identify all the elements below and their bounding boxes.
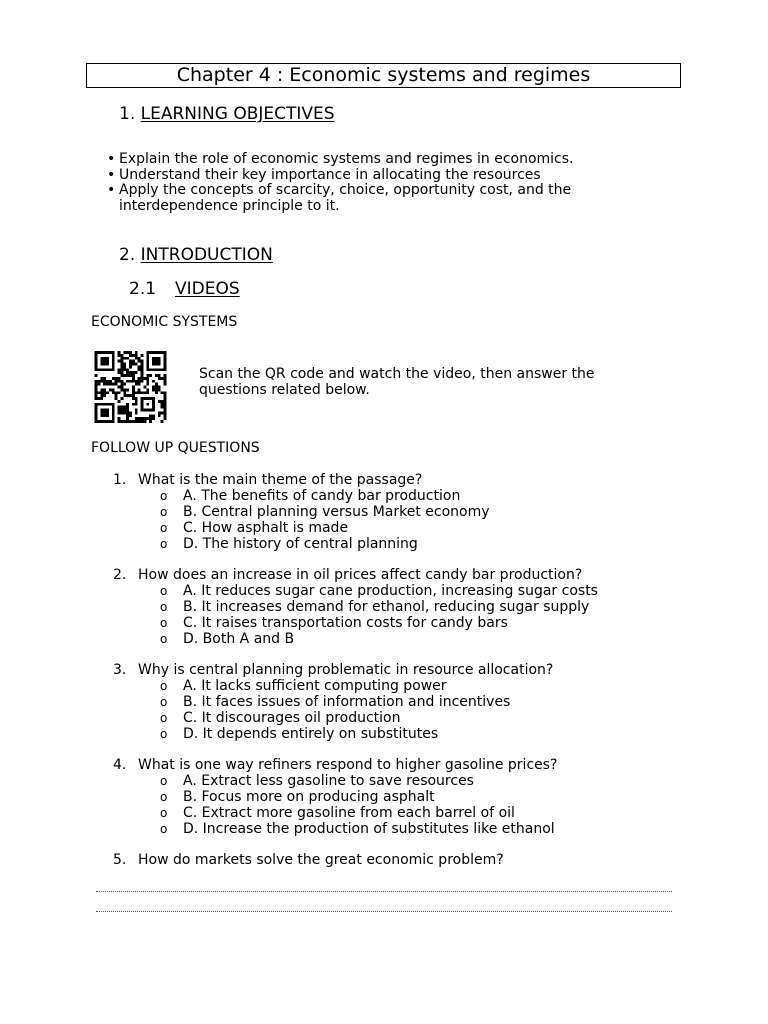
- option-text: B. It increases demand for ethanol, reducing sugar supply: [183, 599, 590, 615]
- qr-code-icon[interactable]: [92, 351, 169, 423]
- objective-text: Explain the role of economic systems and regimes in economics.: [119, 151, 574, 167]
- option-c[interactable]: [113, 710, 673, 726]
- question-number: 2.: [113, 567, 127, 583]
- question-number: 4.: [113, 757, 127, 773]
- option-bullet-icon: o: [160, 600, 168, 614]
- option-bullet-icon: o: [160, 632, 168, 646]
- objective-text: Apply the concepts of scarcity, choice, opportunity cost, and the interdependence principle to it.: [119, 182, 572, 214]
- question-1: [113, 472, 673, 552]
- option-bullet-icon: o: [160, 616, 168, 630]
- answer-line[interactable]: [96, 911, 672, 912]
- option-text: C. It raises transportation costs for candy bars: [183, 615, 508, 631]
- option-text: B. It faces issues of information and incentives: [183, 694, 511, 710]
- option-bullet-icon: o: [160, 521, 168, 535]
- option-text: C. How asphalt is made: [183, 520, 349, 536]
- option-b[interactable]: [113, 789, 673, 805]
- section-label: LEARNING OBJECTIVES: [140, 104, 335, 124]
- bullet-icon: •: [107, 182, 116, 198]
- objective-item: [107, 152, 597, 168]
- option-bullet-icon: o: [160, 774, 168, 788]
- questions-list: [113, 472, 673, 883]
- option-text: C. It discourages oil production: [183, 710, 401, 726]
- option-bullet-icon: o: [160, 790, 168, 804]
- subsection-number: 2.1: [129, 279, 157, 299]
- option-c[interactable]: [113, 615, 673, 631]
- option-text: A. It reduces sugar cane production, increasing sugar costs: [183, 583, 598, 599]
- question-4: [113, 757, 673, 837]
- question-number: 3.: [113, 662, 127, 678]
- bullet-icon: •: [107, 151, 116, 167]
- option-a[interactable]: [113, 773, 673, 789]
- subsection-label: VIDEOS: [175, 279, 240, 299]
- question-3: [113, 662, 673, 742]
- option-b[interactable]: [113, 504, 673, 520]
- subsection-heading-videos: [129, 279, 240, 299]
- section-heading-learning-objectives: [119, 104, 335, 124]
- option-text: A. Extract less gasoline to save resources: [183, 773, 474, 789]
- option-b[interactable]: [113, 694, 673, 710]
- objective-item: [107, 183, 597, 214]
- option-text: D. Increase the production of substitutes like ethanol: [183, 821, 555, 837]
- option-d[interactable]: [113, 726, 673, 742]
- section-heading-introduction: [119, 245, 273, 265]
- bullet-icon: •: [107, 166, 116, 183]
- option-bullet-icon: o: [160, 822, 168, 836]
- objective-item: [107, 168, 597, 184]
- question-text: What is one way refiners respond to higher gasoline prices?: [138, 757, 558, 773]
- option-a[interactable]: [113, 583, 673, 599]
- option-d[interactable]: [113, 536, 673, 552]
- option-text: D. The history of central planning: [183, 536, 418, 552]
- question-text: What is the main theme of the passage?: [138, 472, 423, 488]
- section-number: 2.: [119, 245, 136, 265]
- question-number: 1.: [113, 472, 127, 488]
- section-label: INTRODUCTION: [140, 245, 273, 265]
- option-text: A. It lacks sufficient computing power: [183, 678, 447, 694]
- option-text: A. The benefits of candy bar production: [183, 488, 461, 504]
- objectives-list: [107, 152, 597, 214]
- option-a[interactable]: [113, 678, 673, 694]
- option-text: B. Central planning versus Market economy: [183, 504, 490, 520]
- question-2: [113, 567, 673, 647]
- option-bullet-icon: o: [160, 537, 168, 551]
- answer-line[interactable]: [96, 891, 672, 892]
- option-text: B. Focus more on producing asphalt: [183, 789, 435, 805]
- option-b[interactable]: [113, 599, 673, 615]
- question-5: [113, 852, 673, 868]
- option-bullet-icon: o: [160, 695, 168, 709]
- option-a[interactable]: [113, 488, 673, 504]
- scan-instructions: Scan the QR code and watch the video, then answer the questions related below.: [199, 366, 595, 398]
- page-title: Chapter 4 : Economic systems and regimes: [86, 63, 681, 88]
- option-bullet-icon: o: [160, 584, 168, 598]
- option-d[interactable]: [113, 821, 673, 837]
- option-bullet-icon: o: [160, 806, 168, 820]
- economic-systems-label: ECONOMIC SYSTEMS: [91, 314, 238, 330]
- follow-up-questions-label: FOLLOW UP QUESTIONS: [91, 440, 260, 456]
- option-bullet-icon: o: [160, 679, 168, 693]
- section-number: 1.: [119, 104, 136, 124]
- option-text: D. Both A and B: [183, 631, 295, 647]
- question-number: 5.: [113, 852, 127, 868]
- question-text: How does an increase in oil prices affect candy bar production?: [138, 567, 583, 583]
- option-c[interactable]: [113, 520, 673, 536]
- question-text: How do markets solve the great economic problem?: [138, 852, 504, 868]
- option-bullet-icon: o: [160, 711, 168, 725]
- option-bullet-icon: o: [160, 489, 168, 503]
- question-text: Why is central planning problematic in resource allocation?: [138, 662, 554, 678]
- option-bullet-icon: o: [160, 505, 168, 519]
- objective-text: Understand their key importance in allocating the resources: [119, 166, 541, 183]
- option-c[interactable]: [113, 805, 673, 821]
- option-bullet-icon: o: [160, 727, 168, 741]
- option-d[interactable]: [113, 631, 673, 647]
- option-text: C. Extract more gasoline from each barrel of oil: [183, 805, 515, 821]
- option-text: D. It depends entirely on substitutes: [183, 726, 439, 742]
